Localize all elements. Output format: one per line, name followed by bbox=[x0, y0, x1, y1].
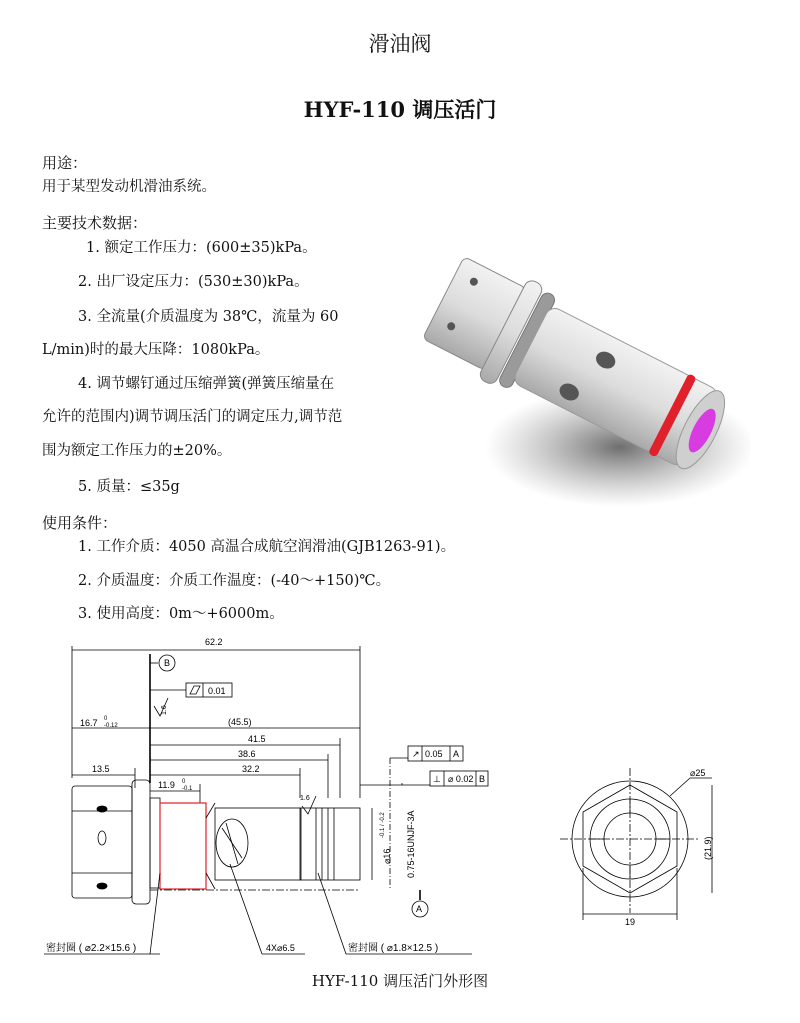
condition-item-3: 3. 使用高度：0m～+6000m。 bbox=[78, 606, 284, 622]
usage-heading: 用途： bbox=[42, 154, 88, 172]
part-side-view bbox=[72, 780, 360, 904]
roughness-1-6-b: 1.6 bbox=[300, 795, 310, 802]
runout-icon: ↗ bbox=[412, 749, 420, 759]
dim-41-5: 41.5 bbox=[248, 734, 266, 744]
spec-item-3b: L/min)时的最大压降：1080kPa。 bbox=[42, 342, 270, 358]
part-end-view bbox=[560, 768, 700, 913]
runout-datum: A bbox=[453, 749, 460, 759]
dim-62-2: 62.2 bbox=[205, 637, 223, 647]
dim-32-2: 32.2 bbox=[242, 764, 260, 774]
perpendicularity-value: ⌀ 0.02 bbox=[448, 774, 474, 784]
product-title: HYF-110 调压活门 bbox=[303, 97, 497, 122]
datum-b: B bbox=[164, 658, 171, 668]
runout-value: 0.05 bbox=[425, 749, 443, 759]
condition-item-1: 1. 工作介质：4050 高温合成航空润滑油(GJB1263-91)。 bbox=[78, 539, 456, 555]
dim-11-9: 11.9 bbox=[158, 780, 175, 790]
spec-item-4b: 允许的范围内)调节调压活门的调定压力,调节范 bbox=[42, 409, 343, 425]
dim-21-9: (21.9) bbox=[703, 836, 713, 860]
dia-25: ⌀25 bbox=[690, 768, 706, 778]
spec-item-2: 2. 出厂设定压力：(530±30)kPa。 bbox=[78, 274, 309, 290]
roughness-1-6: 1.6 bbox=[161, 705, 168, 715]
usage-text: 用于某型发动机滑油系统。 bbox=[42, 179, 216, 195]
figure-caption: HYF-110 调压活门外形图 bbox=[311, 972, 489, 990]
spec-item-5: 5. 质量：≤35g bbox=[78, 479, 180, 495]
dim-16-7: 16.7 bbox=[80, 718, 98, 728]
spec-item-4a: 4. 调节螺钉通过压缩弹簧(弹簧压缩量在 bbox=[78, 376, 335, 392]
perpendicularity-datum: B bbox=[479, 774, 486, 784]
dim-13-5: 13.5 bbox=[92, 764, 110, 774]
spec-item-4c: 围为额定工作压力的±20%。 bbox=[42, 443, 232, 459]
dim-19: 19 bbox=[625, 917, 636, 927]
dia-16-tol: -0.1 / -0.2 bbox=[380, 812, 386, 838]
dim-45-5: (45.5) bbox=[228, 717, 252, 727]
tol-11-9-up: 0 bbox=[182, 779, 186, 785]
holes-label: 4X⌀6.5 bbox=[266, 943, 295, 953]
thread-spec: 0.75-16UNJF-3A bbox=[406, 810, 416, 878]
flatness-value: 0.01 bbox=[208, 686, 226, 696]
technical-drawing bbox=[0, 628, 800, 968]
specs-heading: 主要技术数据： bbox=[42, 214, 148, 232]
seal-right-label: 密封圈 ( ⌀1.8×12.5 ) bbox=[348, 943, 439, 954]
condition-item-2: 2. 介质温度：介质工作温度：(-40～+150)℃。 bbox=[78, 573, 391, 589]
dia-16: ⌀16 bbox=[382, 848, 392, 864]
tol-16-7-low: -0.12 bbox=[104, 723, 118, 729]
seal-left-label: 密封圈 ( ⌀2.2×15.6 ) bbox=[46, 943, 137, 954]
valve-3d-render bbox=[420, 232, 750, 517]
perpendicularity-icon: ⊥ bbox=[433, 774, 441, 784]
tol-16-7-up: 0 bbox=[104, 716, 108, 722]
tol-11-9-low: -0.1 bbox=[182, 786, 193, 792]
spec-item-1: 1. 额定工作压力：(600±35)kPa。 bbox=[86, 240, 317, 256]
conditions-heading: 使用条件： bbox=[42, 514, 118, 532]
datum-a: A bbox=[416, 904, 423, 914]
page-title: 滑油阀 bbox=[368, 32, 432, 56]
dim-38-6: 38.6 bbox=[238, 749, 256, 759]
spec-item-3a: 3. 全流量(介质温度为 38℃，流量为 60 bbox=[78, 309, 339, 325]
